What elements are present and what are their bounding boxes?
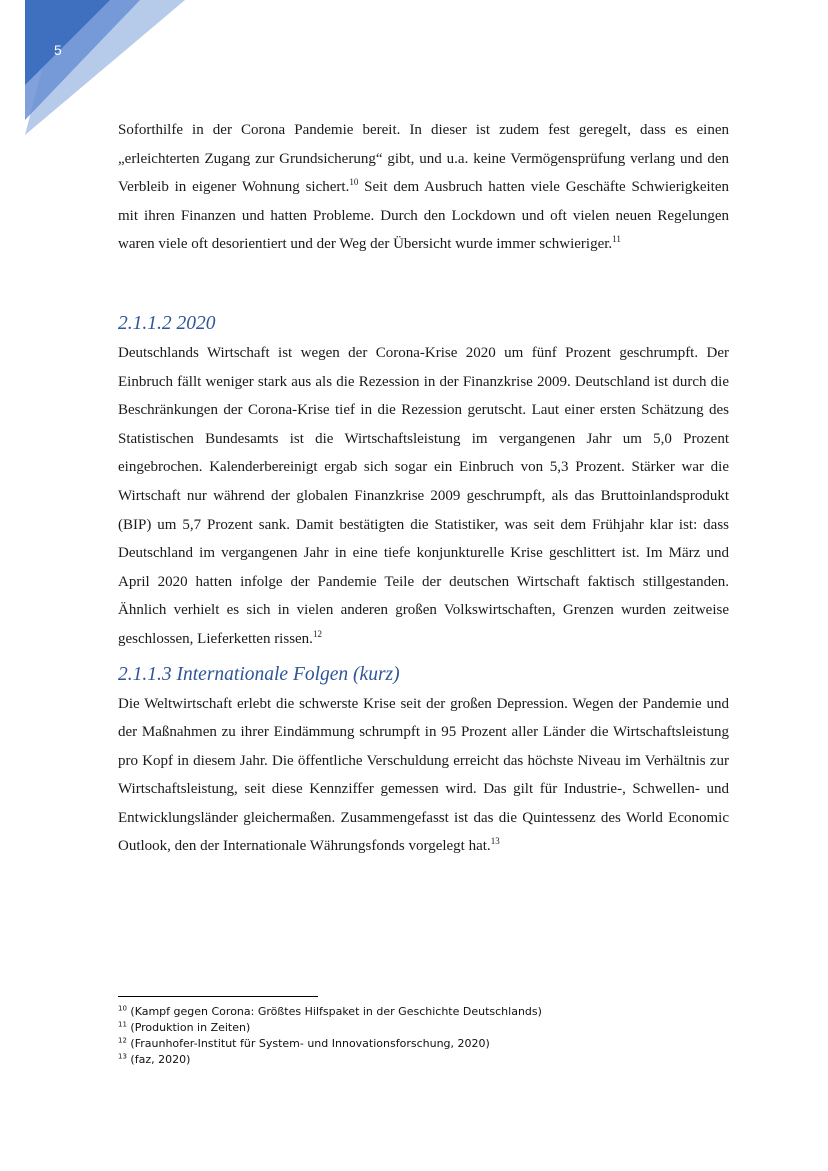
main-content bbox=[118, 116, 729, 861]
footnote-item bbox=[118, 1020, 729, 1036]
footnote-item bbox=[118, 1004, 729, 1020]
section-heading-internationale-folgen: 2.1.1.3 Internationale Folgen (kurz) bbox=[118, 663, 400, 685]
paragraph-text: Deutschlands Wirtschaft ist wegen der Corona-Krise 2020 um fünf Prozent geschrumpft. Der Einbruch fällt weniger stark aus als die Rezession in der Finanzkrise 2009. Deutschland ist durch die Beschränkungen der Corona-Krise tief in die Rezession gerutscht. Laut einer ersten Schätzung des Statistischen Bundesamts ist die Wirtschaftsleistung im vergangenen Jahr um 5,0 Prozent eingebrochen. Kalenderbereinigt ergab sich sogar ein Einbruch von 5,3 Prozent. Stärker war die Wirtschaft nur während der globalen Finanzkrise 2009 geschrumpft, als das Bruttoinlandsprodukt (BIP) um 5,7 Prozent sank. Damit bestätigten die Statistiker, was seit dem Frühjahr klar ist: dass Deutschland im vergangenen Jahr in eine tiefe konjunkturelle Krise geschlittert ist. Im März und April 2020 hatten infolge der Pandemie Teile der deutschen Wirtschaft faktisch stillgestanden. Ähnlich verhielt es sich in vielen anderen großen Volkswirtschaften, Grenzen wurden zeitweise geschlossen, Lieferketten rissen. bbox=[118, 344, 729, 647]
paragraph-weltwirtschaft bbox=[118, 690, 729, 862]
footnote-ref-13[interactable]: 13 bbox=[490, 836, 500, 847]
footnote-number: 10 bbox=[118, 1004, 127, 1013]
footnote-number: 12 bbox=[118, 1036, 127, 1045]
footnotes bbox=[118, 1004, 729, 1068]
paragraph-text-continued: Seit dem Ausbruch hatten viele Geschäfte Schwierigkeiten mit ihren Finanzen und hatten Probleme. Durch den Lockdown und oft vielen neuen Regelungen waren viele oft desorientiert und der Weg der Übersicht wurde immer schwieriger. bbox=[118, 179, 730, 253]
paragraph-text: Soforthilfe in der Corona Pandemie bereit. In dieser ist zudem fest geregelt, dass es einen „erleichterten Zugang zur Grundsicherung“ gibt, und u.a. keine Vermögensprüfung verlang und den Verbleib in eigener Wohnung sichert. bbox=[118, 122, 729, 196]
footnote-ref-11[interactable]: 11 bbox=[612, 234, 621, 245]
page-number: 5 bbox=[54, 42, 62, 58]
paragraph-wirtschaft-2020 bbox=[118, 339, 729, 654]
footnote-text: (Kampf gegen Corona: Größtes Hilfspaket in der Geschichte Deutschlands) bbox=[126, 1005, 542, 1018]
footnote-item bbox=[118, 1052, 729, 1068]
footnote-number: 11 bbox=[118, 1020, 127, 1029]
footnote-item bbox=[118, 1036, 729, 1052]
footnote-number: 13 bbox=[118, 1052, 127, 1061]
footnote-ref-10[interactable]: 10 bbox=[349, 177, 359, 188]
section-heading-2020: 2.1.1.2 2020 bbox=[118, 312, 216, 334]
footnote-text: (Fraunhofer-Institut für System- und Innovationsforschung, 2020) bbox=[126, 1037, 490, 1050]
footnote-text: (faz, 2020) bbox=[126, 1053, 191, 1066]
footnote-text: (Produktion in Zeiten) bbox=[126, 1021, 251, 1034]
paragraph-soforthilfe bbox=[118, 116, 729, 259]
paragraph-text: Die Weltwirtschaft erlebt die schwerste Krise seit der großen Depression. Wegen der Pandemie und der Maßnahmen zu ihrer Eindämmung schrumpft in 95 Prozent aller Länder die Wirtschaftsleistung pro Kopf in diesem Jahr. Die öffentliche Verschuldung erreicht das höchste Niveau im Verhältnis zur Wirtschaftsleistung, seit diese Kennziffer gemessen wird. Das gilt für Industrie-, Schwellen- und Entwicklungsländer gleichermaßen. Zusammengefasst ist das die Quintessenz des World Economic Outlook, den der Internationale Währungsfonds vorgelegt hat. bbox=[118, 695, 729, 855]
footnote-separator bbox=[118, 996, 318, 997]
footnote-ref-12[interactable]: 12 bbox=[312, 628, 322, 639]
